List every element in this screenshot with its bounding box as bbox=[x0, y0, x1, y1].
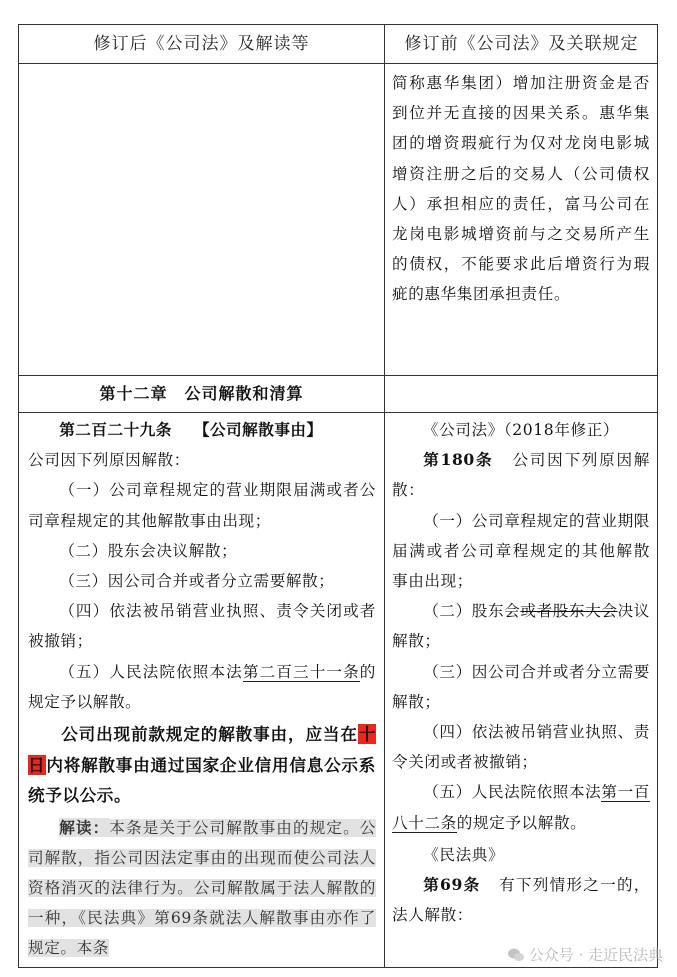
comparison-table bbox=[18, 24, 658, 968]
chapter-divider bbox=[19, 412, 657, 413]
watermark bbox=[507, 944, 663, 965]
deleted-text: 或者股东大会 bbox=[520, 602, 618, 621]
case-summary-text: 简称惠华集团）增加注册资金是否到位并无直接的因果关系。惠华集团的增资瑕疵行为仅对龙岗电影城增资注册之后的交易人（公司债权人）承担相应的责任，富马公司在龙岗电影城增资前与之交易所产生的债权，不能要求此后增资行为瑕疵的惠华集团承担责任。 bbox=[392, 74, 650, 304]
article-item-2: （二）股东会决议解散； bbox=[59, 541, 238, 560]
old-item-1: （一）公司章程规定的营业期限届满或者公司章程规定的其他解散事由出现； bbox=[392, 511, 650, 591]
article-item-3: （三）因公司合并或者分立需要解散； bbox=[59, 572, 335, 591]
old-cross-reference: 第一百八十二条 bbox=[392, 783, 650, 832]
article-item-5: （五）人民法院依照本法第二百三十一条的规定予以解散。 bbox=[28, 662, 376, 711]
article-item-1: （一）公司章程规定的营业期限届满或者公司章程规定的其他解散事由出现； bbox=[28, 481, 376, 530]
old-item-3: （三）因公司合并或者分立需要解散； bbox=[392, 662, 650, 711]
old-article-180: 第180条 公司因下列原因解散： bbox=[392, 450, 650, 500]
article-heading bbox=[28, 415, 376, 445]
highlighted-deadline: 十日 bbox=[28, 724, 376, 775]
article-number: 第二百二十九条 bbox=[59, 420, 172, 439]
cross-reference-link: 第二百三十一条 bbox=[242, 662, 360, 681]
article-intro: 公司因下列原因解散： bbox=[28, 451, 190, 470]
wechat-icon bbox=[507, 947, 525, 963]
header-divider bbox=[19, 63, 657, 64]
civil-code-title: 《民法典》 bbox=[423, 845, 505, 864]
watermark-text: 公众号 · 走近民法典 bbox=[528, 946, 663, 964]
old-article-number: 第180条 bbox=[423, 450, 494, 470]
right-column-header: 修订前《公司法》及关联规定 bbox=[404, 34, 639, 54]
interpretation-paragraph bbox=[28, 813, 376, 964]
civil-article-number: 第69条 bbox=[423, 875, 481, 895]
old-law-title: 《公司法》（2018年修正） bbox=[422, 421, 620, 439]
article-item-4: （四）依法被吊销营业执照、责令关闭或者被撤销； bbox=[28, 602, 376, 651]
chapter-heading: 第十二章 公司解散和清算 bbox=[99, 384, 304, 403]
article-tag: 【公司解散事由】 bbox=[193, 420, 323, 439]
old-item-5: （五）人民法院依照本法第一百八十二条的规定予以解散。 bbox=[392, 783, 650, 832]
interpretation-text: 本条是关于公司解散事由的规定。公司解散，指公司因法定事由的出现而使公司法人资格消灭的法律行为。公司解散属于法人解散的一种，《民法典》第69条就法人解散事由亦作了规定。本条 bbox=[28, 818, 376, 958]
top-right-cell bbox=[392, 68, 650, 310]
column-divider bbox=[384, 25, 385, 967]
old-item-2: （二）股东会或者股东大会决议解散； bbox=[392, 602, 650, 651]
interpretation-label: 解读： bbox=[59, 817, 110, 837]
old-item-4: （四）依法被吊销营业执照、责令关闭或者被撤销； bbox=[392, 723, 650, 772]
left-column-header: 修订后《公司法》及解读等 bbox=[93, 34, 310, 54]
civil-article-69: 第69条 有下列情形之一的，法人解散： bbox=[392, 875, 650, 925]
new-publicity-paragraph: 公司出现前款规定的解散事由，应当在十日内将解散事由通过国家企业信用信息公示系统予以公示。 bbox=[28, 724, 376, 806]
right-article-cell bbox=[392, 415, 650, 930]
left-article-cell bbox=[28, 415, 376, 964]
